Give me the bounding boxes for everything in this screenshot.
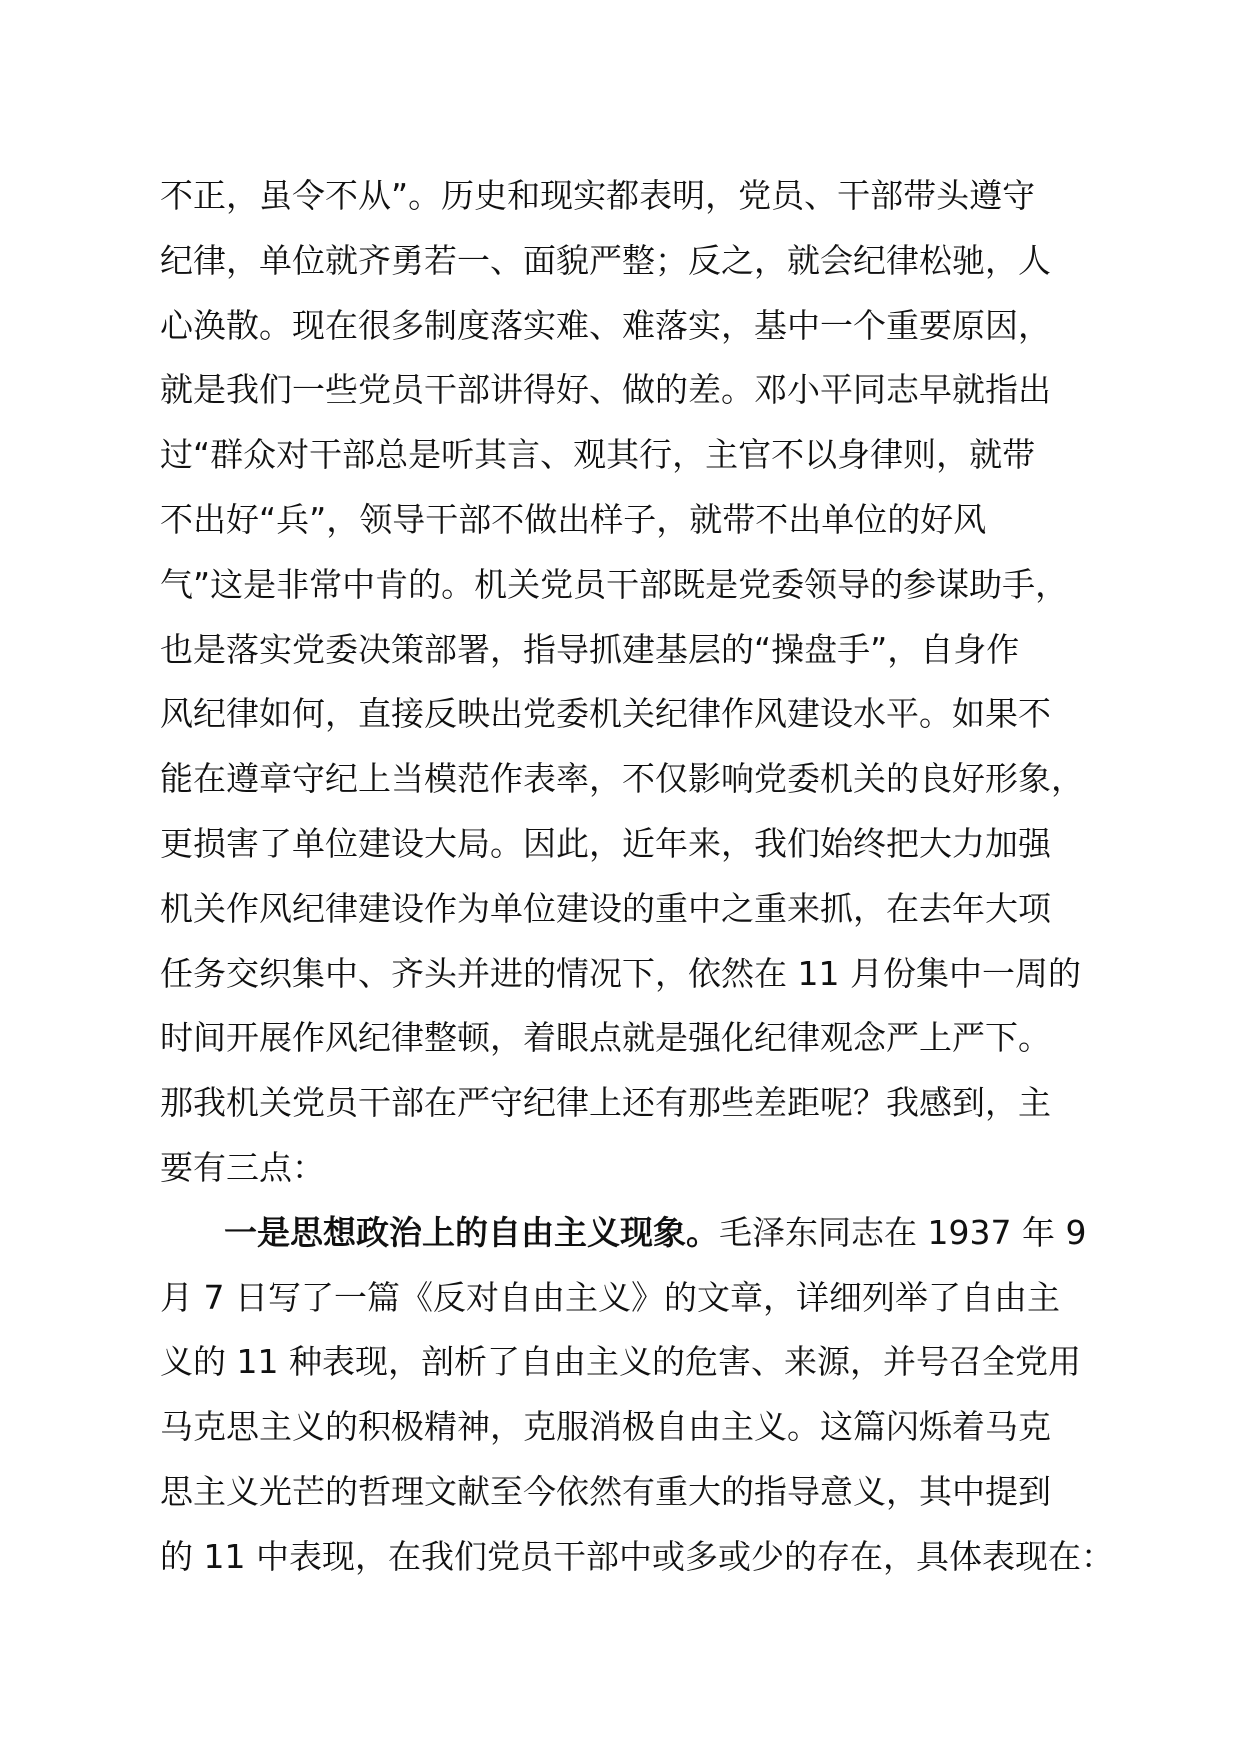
text-line: 的 11 中表现，在我们党员干部中或多或少的存在，具体表现在： [160, 1536, 1114, 1576]
text-line: 就是我们一些党员干部讲得好、做的差。邓小平同志早就指出 [160, 370, 1051, 410]
text-line: 机关作风纪律建设作为单位建设的重中之重来抓，在去年大项 [160, 888, 1051, 928]
text-run: 毛泽东同志在 1937 年 9 [719, 1212, 1087, 1252]
text-line: 纪律，单位就齐勇若一、面貌严整；反之，就会纪律松驰，人 [160, 240, 1051, 280]
section-heading: 一是思想政治上的自由主义现象。 [224, 1212, 719, 1252]
text-line: 不正，虽令不从”。历史和现实都表明，党员、干部带头遵守 [160, 176, 1036, 215]
text-line: 不出好“兵”，领导干部不做出样子，就带不出单位的好风 [160, 499, 987, 539]
text-line: 时间开展作风纪律整顿，着眼点就是强化纪律观念严上严下。 [160, 1018, 1051, 1058]
body-text [160, 164, 1120, 1590]
text-line: 气”这是非常中肯的。机关党员干部既是党委领导的参谋助手， [160, 564, 1069, 604]
text-line: 思主义光芒的哲理文献至今依然有重大的指导意义，其中提到 [160, 1471, 1051, 1511]
text-line: 过“群众对干部总是听其言、观其行，主官不以身律则，就带 [160, 435, 1036, 475]
text-line: 任务交织集中、齐头并进的情况下，依然在 11 月份集中一周的 [160, 953, 1081, 993]
text-line: 月 7 日写了一篇《反对自由主义》的文章，详细列举了自由主 [160, 1277, 1060, 1317]
text-line: 义的 11 种表现，剖析了自由主义的危害、来源，并号召全党用 [160, 1342, 1081, 1382]
text-line: 风纪律如何，直接反映出党委机关纪律作风建设水平。如果不 [160, 694, 1051, 734]
paragraph-1 [160, 164, 1120, 1201]
text-line: 要有三点： [160, 1147, 325, 1187]
text-line: 也是落实党委决策部署，指导抓建基层的“操盘手”，自身作 [160, 629, 1020, 669]
text-line: 那我机关党员干部在严守纪律上还有那些差距呢？我感到，主 [160, 1083, 1051, 1123]
text-line: 心涣散。现在很多制度落实难、难落实，基中一个重要原因， [160, 305, 1051, 345]
text-line: 马克思主义的积极精神，克服消极自由主义。这篇闪烁着马克 [160, 1407, 1051, 1447]
paragraph-2 [160, 1201, 1120, 1590]
text-line: 能在遵章守纪上当模范作表率，不仅影响党委机关的良好形象， [160, 759, 1084, 799]
text-line: 更损害了单位建设大局。因此，近年来，我们始终把大力加强 [160, 823, 1051, 863]
paragraph-first-line [160, 1201, 1120, 1266]
